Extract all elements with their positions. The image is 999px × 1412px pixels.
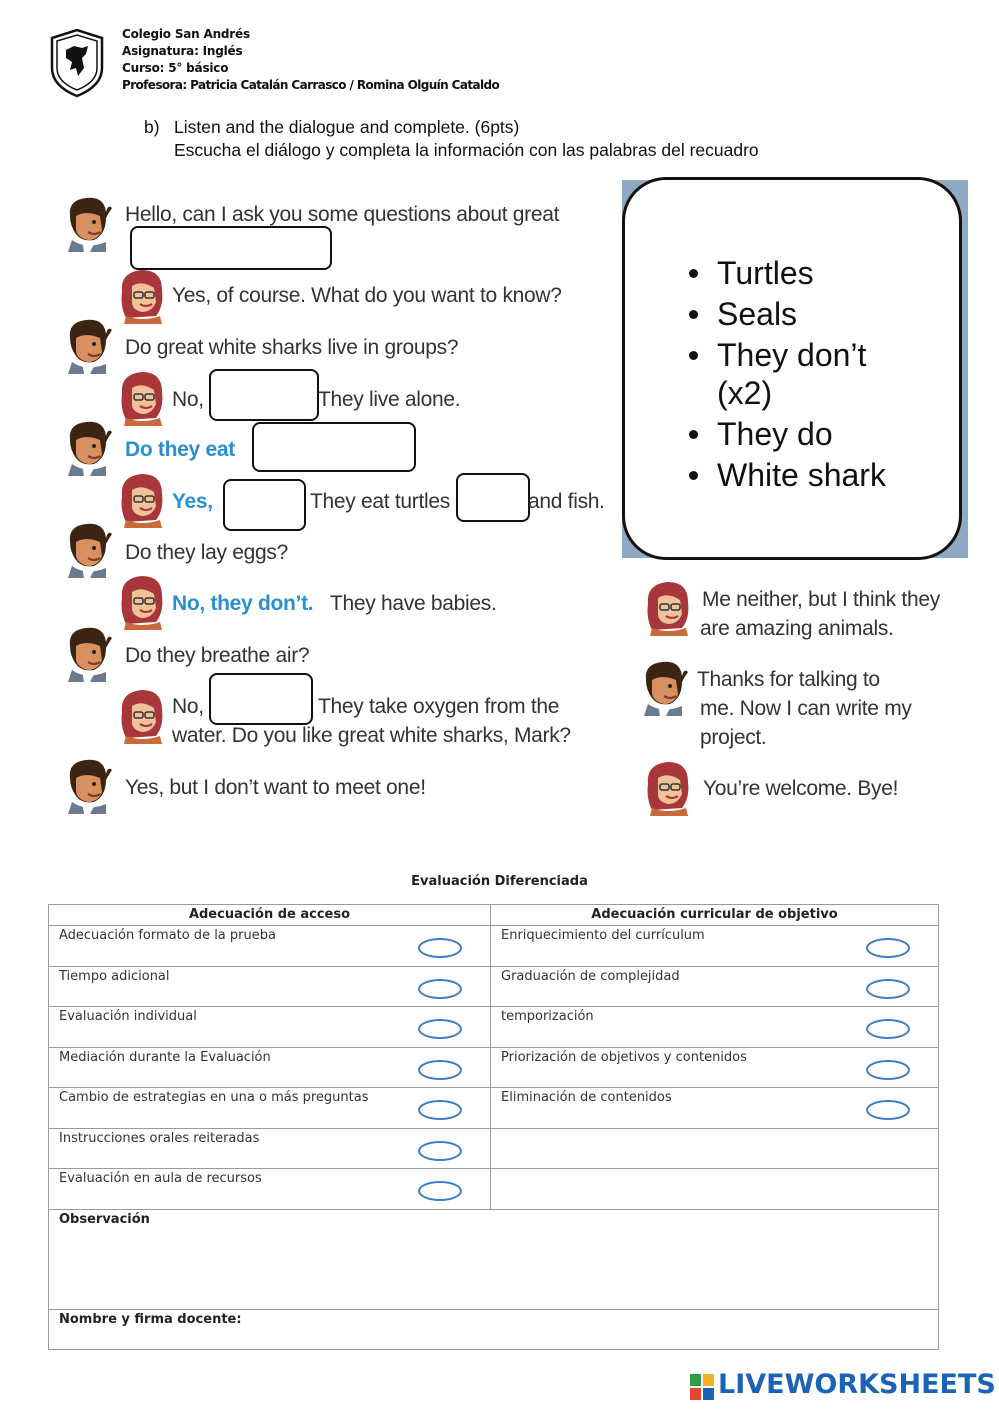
dialogue-line: and fish. (528, 490, 605, 513)
dialogue-line-highlight: Do they eat (125, 438, 235, 461)
table-row (49, 1007, 939, 1048)
cell-text: Instrucciones orales reiteradas (59, 1130, 260, 1146)
school-crest-icon (48, 28, 106, 98)
table-row (49, 1047, 939, 1088)
option-oval[interactable] (418, 979, 462, 999)
option-oval[interactable] (418, 1141, 462, 1161)
dialogue-line: Yes, but I don’t want to meet one! (125, 776, 426, 799)
instruction-es: Escucha el diálogo y completa la información con las palabras del recuadro (174, 140, 759, 160)
mark-avatar (62, 316, 114, 374)
table-cell (49, 1169, 491, 1210)
table-row (49, 1169, 939, 1210)
cell-text: Enriquecimiento del currículum (501, 928, 705, 943)
option-oval[interactable] (418, 1060, 462, 1080)
option-oval[interactable] (866, 1060, 910, 1080)
option-oval[interactable] (866, 979, 910, 999)
word-list (687, 254, 887, 497)
observation-label: Observación (59, 1211, 150, 1227)
table-cell (491, 1047, 939, 1088)
signature-label: Nombre y firma docente: (59, 1311, 242, 1327)
dialogue-line: Yes, of course. What do you want to know? (172, 284, 562, 307)
instructions (144, 116, 759, 162)
table-cell (49, 1088, 491, 1129)
word-item: White shark (687, 456, 887, 494)
cell-text: Cambio de estrategias en una o más preguntas (59, 1090, 369, 1105)
girl-avatar (116, 368, 168, 426)
word-box (622, 177, 962, 560)
answer-blank-2[interactable] (209, 369, 319, 421)
table-row (49, 1088, 939, 1129)
girl-avatar (642, 758, 694, 816)
option-oval[interactable] (418, 1181, 462, 1201)
cell-text: Evaluación en aula de recursos (59, 1171, 262, 1186)
table-row (49, 1128, 939, 1169)
table-cell-empty (491, 1128, 939, 1169)
instruction-en: Listen and the dialogue and complete. (6pts) (174, 117, 520, 137)
word-item: They don’t (x2) (687, 336, 887, 412)
girl-avatar (116, 572, 168, 630)
girl-avatar (642, 578, 694, 636)
option-oval[interactable] (418, 938, 462, 958)
table-cell (49, 926, 491, 967)
table-cell (491, 926, 939, 967)
col-header-curricular: Adecuación curricular de objetivo (491, 905, 939, 926)
dialogue-line: Hello, can I ask you some questions about great (125, 203, 560, 226)
mark-avatar (62, 194, 114, 252)
word-item: They do (687, 415, 887, 453)
course: Curso: 5° básico (122, 61, 229, 75)
dialogue-line: Do they breathe air? (125, 644, 310, 667)
option-oval[interactable] (866, 938, 910, 958)
dialogue-line-highlight: Yes, (172, 490, 213, 513)
dialogue-line: They eat turtles (310, 490, 450, 513)
signature-field[interactable] (49, 1309, 939, 1349)
dialogue-line-highlight: No, they don’t. (172, 592, 314, 615)
cell-text: Mediación durante la Evaluación (59, 1049, 271, 1065)
observation-field[interactable] (49, 1209, 939, 1309)
option-oval[interactable] (418, 1019, 462, 1039)
liveworksheets-brand: LIVEWORKSHEETS (718, 1369, 996, 1400)
table-cell (491, 966, 939, 1007)
school-name: Colegio San Andrés (122, 27, 250, 41)
cell-text: Priorización de objetivos y contenidos (501, 1049, 747, 1065)
dialogue-line: They have babies. (330, 592, 497, 615)
girl-avatar (116, 686, 168, 744)
mark-avatar (62, 520, 114, 578)
cell-text: Evaluación individual (59, 1009, 197, 1024)
table-cell-empty (491, 1169, 939, 1210)
table-cell (491, 1088, 939, 1129)
dialogue-line: No, (172, 388, 204, 411)
dialogue-line: They live alone. (318, 388, 461, 411)
option-oval[interactable] (866, 1019, 910, 1039)
answer-blank-4[interactable] (223, 479, 306, 531)
dialogue-line: me. Now I can write my (700, 697, 912, 720)
dialogue-line: You’re welcome. Bye! (703, 777, 899, 800)
answer-blank-1[interactable] (130, 226, 332, 270)
word-item: Turtles (687, 254, 887, 292)
teacher: Profesora: Patricia Catalán Carrasco / Romina Olguín Cataldo (122, 78, 500, 92)
dialogue-line: No, (172, 695, 204, 718)
table-row (49, 966, 939, 1007)
question-label: b) (144, 117, 160, 137)
dialogue-line: water. Do you like great white sharks, Mark? (172, 724, 571, 747)
table-cell (49, 1128, 491, 1169)
option-oval[interactable] (866, 1100, 910, 1120)
girl-avatar (116, 470, 168, 528)
school-info (122, 26, 499, 94)
cell-text: Adecuación formato de la prueba (59, 928, 276, 943)
answer-blank-6[interactable] (209, 673, 313, 725)
dialogue-line: Thanks for talking to (697, 668, 880, 691)
subject: Asignatura: Inglés (122, 44, 243, 58)
answer-blank-3[interactable] (252, 422, 416, 472)
mark-avatar (638, 658, 690, 716)
evaluation-title: Evaluación Diferenciada (411, 874, 588, 889)
dialogue-line: Do great white sharks live in groups? (125, 336, 459, 359)
dialogue-line: They take oxygen from the (318, 695, 560, 718)
mark-avatar (62, 756, 114, 814)
cell-text: Graduación de complejidad (501, 968, 680, 984)
dialogue-line: Do they lay eggs? (125, 541, 289, 564)
evaluation-table (48, 904, 939, 1350)
cell-text: Tiempo adicional (59, 968, 170, 984)
table-cell (49, 1047, 491, 1088)
option-oval[interactable] (418, 1100, 462, 1120)
mark-avatar (62, 624, 114, 682)
table-cell (49, 966, 491, 1007)
dialogue-line: project. (700, 726, 767, 749)
cell-text: temporización (501, 1009, 594, 1024)
dialogue-line: are amazing animals. (700, 617, 894, 640)
word-item: Seals (687, 295, 887, 333)
col-header-access: Adecuación de acceso (49, 905, 491, 926)
answer-blank-5[interactable] (456, 473, 530, 522)
mark-avatar (62, 418, 114, 476)
table-row (49, 926, 939, 967)
cell-text: Eliminación de contenidos (501, 1090, 672, 1105)
table-cell (491, 1007, 939, 1048)
girl-avatar (116, 266, 168, 324)
dialogue-line: Me neither, but I think they (702, 588, 940, 611)
liveworksheets-logo-icon (690, 1374, 714, 1400)
table-cell (49, 1007, 491, 1048)
